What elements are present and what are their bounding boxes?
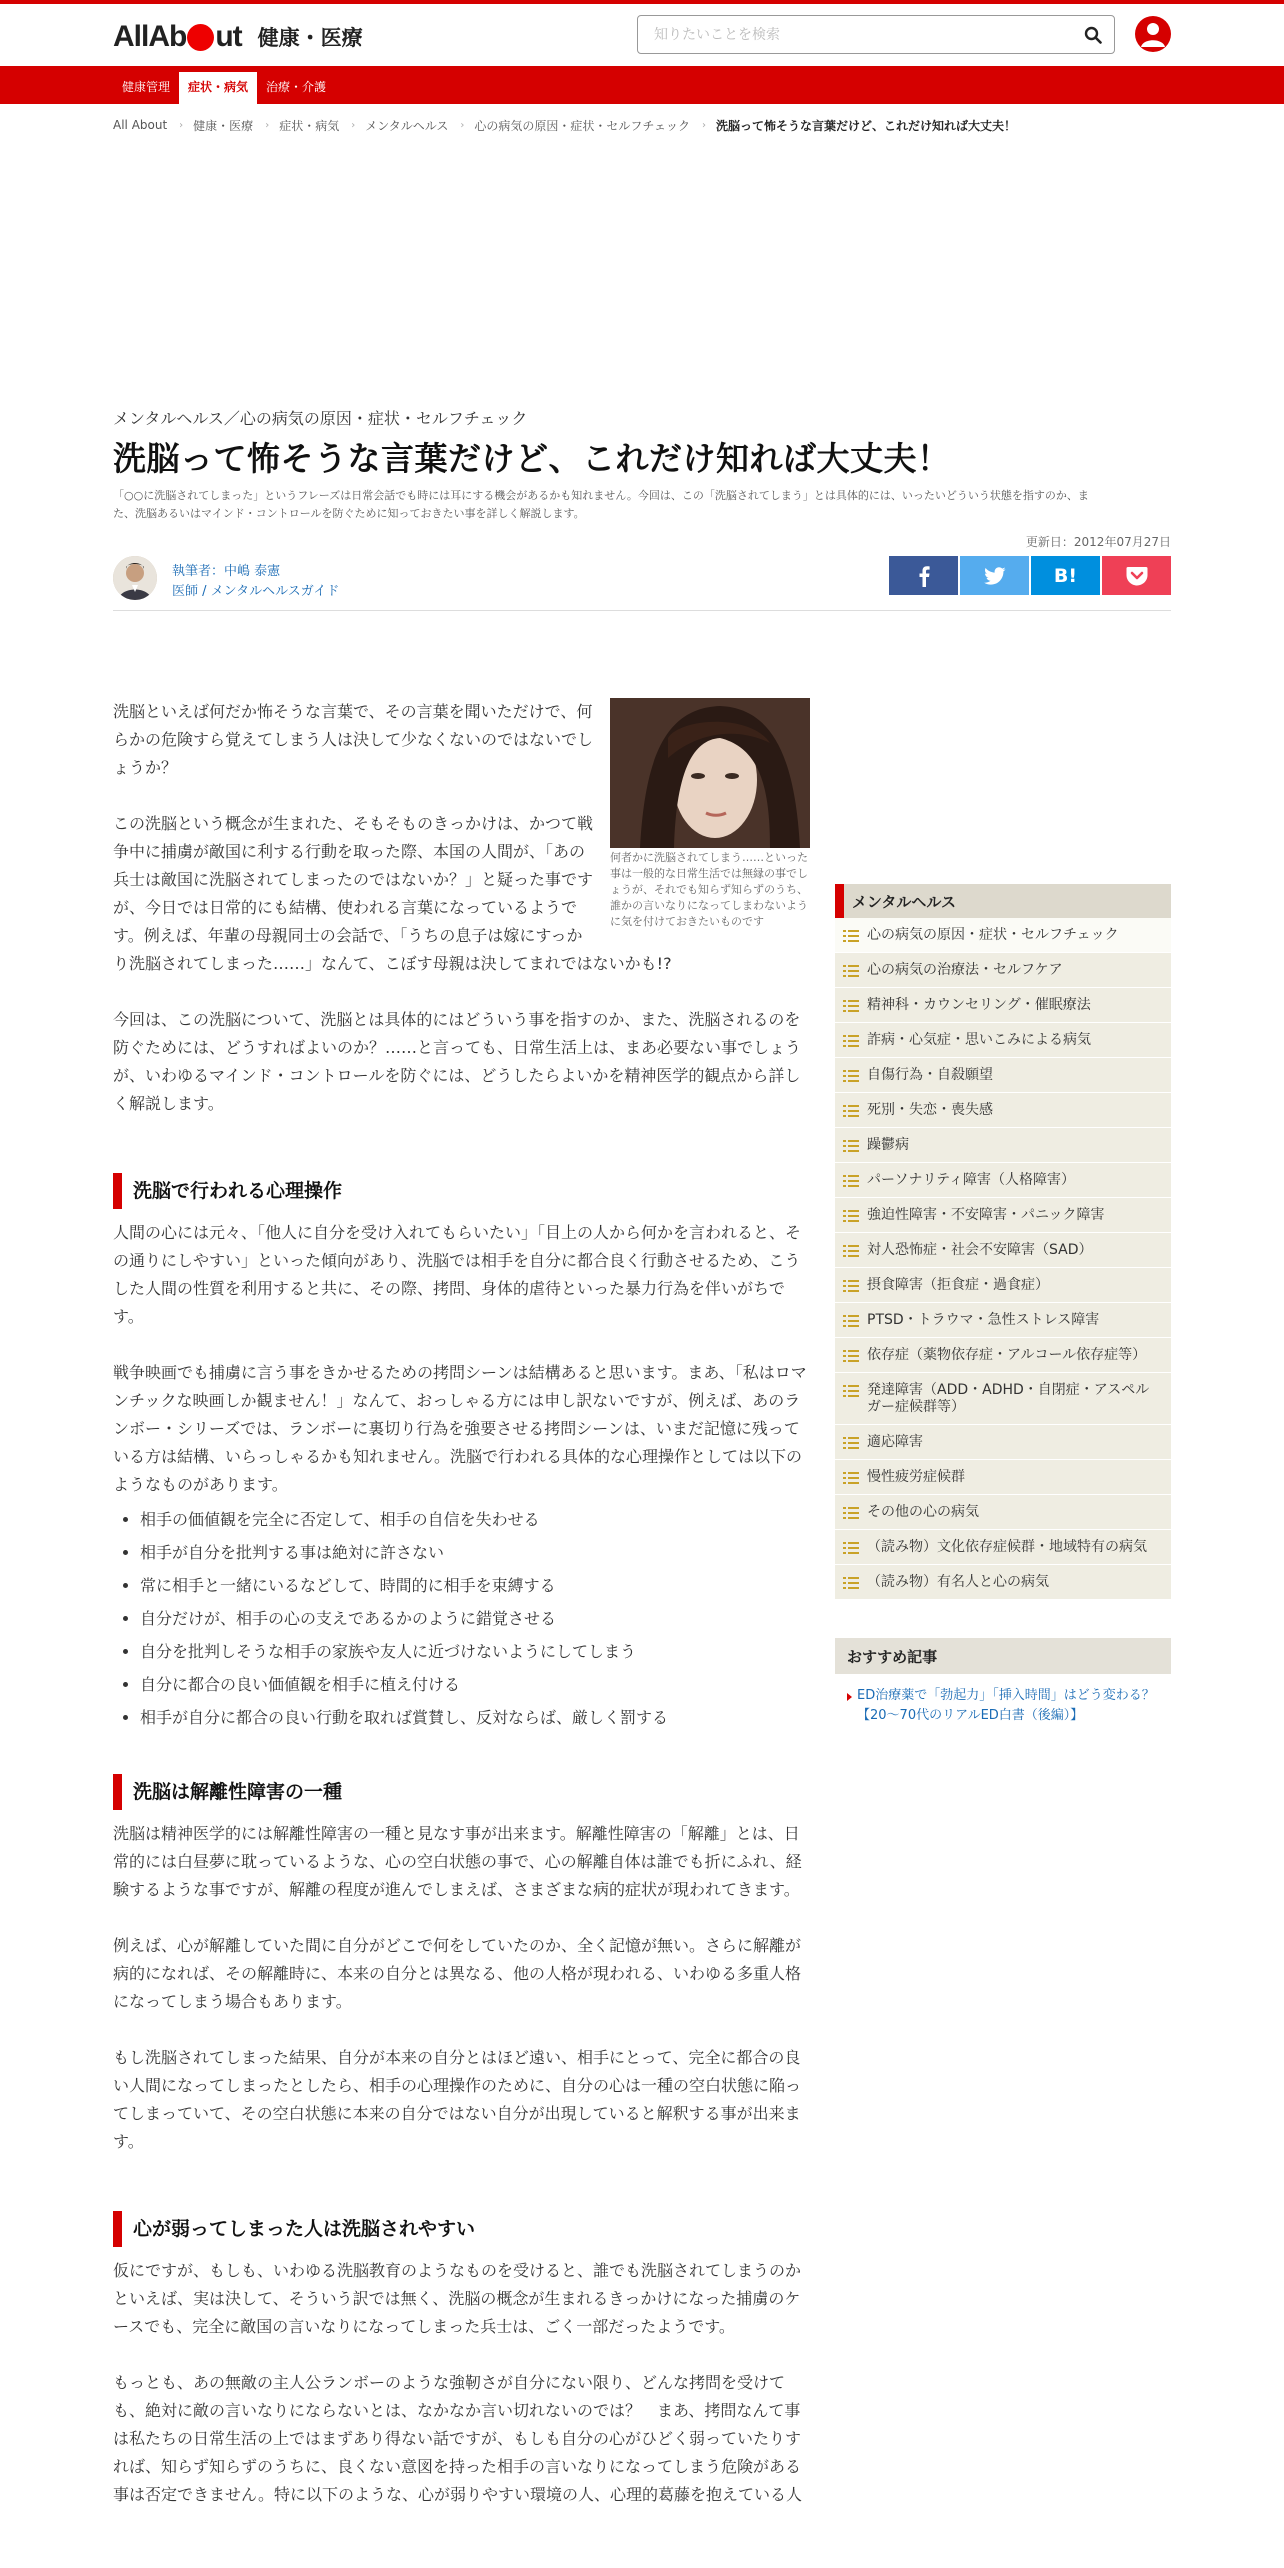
sidebar-item-label: 発達障害（ADD・ADHD・自閉症・アスペルガー症候群等） (867, 1382, 1150, 1415)
category-nav (0, 66, 1284, 104)
article-lead: 「○○に洗脳されてしまった」というフレーズは日常会話でも時には耳にする機会があるかも知れません。今回は、この「洗脳されてしまう」とは具体的には、いったいどういう状態を指すのか、ま た、洗脳あるいはマインド・コントロールを防ぐために知っておきたい事を詳しく解説します。 (113, 489, 1089, 520)
sidebar-item[interactable] (835, 1268, 1171, 1303)
list-icon (843, 1104, 859, 1118)
search-box (637, 15, 1115, 54)
sidebar-item[interactable] (835, 1128, 1171, 1163)
sidebar-item-label: 対人恐怖症・社会不安障害（SAD） (867, 1242, 1093, 1258)
sidebar-item-label: 心の病気の治療法・セルフケア (867, 962, 1063, 978)
author-row (113, 556, 1171, 608)
sidebar-item-label: 詐病・心気症・思いこみによる病気 (867, 1032, 1091, 1048)
list-icon (843, 1209, 859, 1223)
intro-paragraph: 洗脳といえば何だか怖そうな言葉で、その言葉を聞いただけで、何らかの危険すら覚えてしまう人は決して少なくないのではないでしょうか？ (113, 702, 594, 777)
section-heading: 洗脳で行われる心理操作 (113, 1173, 810, 1209)
hatena-icon: B! (1053, 564, 1078, 587)
list-icon (843, 1174, 859, 1188)
triangle-bullet-icon (847, 1693, 852, 1701)
chevron-right-icon: › (702, 119, 707, 131)
hatena-bookmark-button[interactable] (1031, 556, 1100, 595)
section-paragraph: 人間の心には元々、「他人に自分を受け入れてもらいたい」「目上の人から何かを言われると、その通りにしやすい」といった傾向があり、洗脳では相手を自分に都合良く行動させるため、こうした人間の性質を利用すると共に、その際、拷問、身体的虐待といった暴力行為を伴いがちです。 (113, 1223, 802, 1326)
sidebar-item[interactable] (835, 1233, 1171, 1268)
article-photo-image (610, 698, 810, 848)
author-avatar[interactable] (113, 556, 157, 600)
breadcrumb-item[interactable]: All About (113, 118, 168, 132)
list-item: • 自分だけが、相手の心の支えであるかのように錯覚させる (140, 1602, 810, 1635)
list-icon (843, 1576, 859, 1590)
sidebar-item[interactable] (835, 1495, 1171, 1530)
sidebar-item[interactable] (835, 1198, 1171, 1233)
site-logo[interactable] (113, 20, 363, 54)
list-icon (843, 1069, 859, 1083)
list-icon (843, 1471, 859, 1485)
sidebar-item-label: 自傷行為・自殺願望 (867, 1067, 993, 1083)
sidebar (835, 884, 1171, 1726)
pocket-save-button[interactable] (1102, 556, 1171, 595)
sidebar-item-label: 適応障害 (867, 1434, 923, 1450)
chevron-right-icon: › (265, 119, 270, 131)
list-icon (843, 1384, 859, 1398)
sidebar-item-label: 摂食障害（拒食症・過食症） (867, 1277, 1049, 1293)
list-icon (843, 1506, 859, 1520)
article-header (113, 406, 1171, 611)
breadcrumb-current: 洗脳って怖そうな言葉だけど、これだけ知れば大丈夫！ (716, 118, 1017, 133)
search-icon[interactable] (1072, 16, 1114, 53)
list-icon (843, 964, 859, 978)
sidebar-title[interactable]: メンタルヘルス (835, 884, 1171, 918)
sidebar-item[interactable] (835, 953, 1171, 988)
article-title: 洗脳って怖そうな言葉だけど、これだけ知れば大丈夫！ (113, 439, 951, 478)
updated-date: 更新日：2012年07月27日 (1025, 535, 1171, 549)
sidebar-item-label: PTSD・トラウマ・急性ストレス障害 (867, 1312, 1100, 1328)
section-paragraph: 例えば、心が解離していた間に自分がどこで何をしていたのか、全く記憶が無い。さらに解離が病的になれば、その解離時に、本来の自分とは異なる、他の人格が現われる、いわゆる多重人格になってしまう場合もあります。 (113, 1936, 802, 2011)
breadcrumb-item[interactable]: メンタルヘルス (365, 118, 449, 133)
list-icon (843, 1139, 859, 1153)
sidebar-item[interactable] (835, 1530, 1171, 1565)
recommended-article-link[interactable]: ED治療薬で「勃起力」「挿入時間」はどう変わる？【20～70代のリアルED白書（後編）】 (835, 1674, 1171, 1726)
sidebar-item-label: 強迫性障害・不安障害・パニック障害 (867, 1207, 1105, 1223)
breadcrumb-item[interactable]: 心の病気の原因・症状・セルフチェック (474, 118, 691, 133)
user-account-icon[interactable] (1135, 16, 1171, 52)
list-item: • 相手が自分に都合の良い行動を取れば賞賛し、反対ならば、厳しく罰する (140, 1701, 810, 1734)
list-item: • 自分を批判しそうな相手の家族や友人に近づけないようにしてしまう (140, 1635, 810, 1668)
nav-item-symptoms-diseases[interactable]: 症状・病気 (179, 72, 257, 104)
intro-paragraph: 今回は、この洗脳について、洗脳とは具体的にはどういう事を指すのか、また、洗脳されるのを防ぐためには、どうすればよいのか？……と言っても、日常生活上は、まあ必要ない事でしょうが、いわゆるマインド・コントロールを防ぐには、どうしたらよいかを精神医学的観点から詳しく解説します。 (113, 1010, 802, 1113)
section-paragraph: もし洗脳されてしまった結果、自分が本来の自分とはほど遠い、相手にとって、完全に都合の良い人間になってしまったとしたら、相手の心理操作のために、自分の心は一種の空白状態に陥ってしまっていて、その空白状態に本来の自分ではない自分が出現していると解釈する事が出来ます。 (113, 2048, 802, 2151)
section-heading: 洗脳は解離性障害の一種 (113, 1774, 810, 1810)
twitter-icon (984, 567, 1006, 585)
article-category-line[interactable]: メンタルヘルス／心の病気の原因・症状・セルフチェック (113, 409, 528, 428)
sidebar-item-label: 死別・失恋・喪失感 (867, 1102, 993, 1118)
list-icon (843, 929, 859, 943)
sidebar-item[interactable] (835, 1303, 1171, 1338)
section-heading: 心が弱ってしまった人は洗脳されやすい (113, 2211, 810, 2247)
list-icon (843, 1541, 859, 1555)
list-icon (843, 1314, 859, 1328)
sidebar-item[interactable] (835, 988, 1171, 1023)
recommended-title: おすすめ記事 (835, 1638, 1171, 1674)
section-paragraph: 仮にですが、もしも、いわゆる洗脳教育のようなものを受けると、誰でも洗脳されてしまうのかといえば、実は決して、そういう訳では無く、洗脳の概念が生まれるきっかけになった捕虜のケースでも、完全に敵国の言いなりになってしまった兵士は、ごく一部だったようです。 (113, 2261, 802, 2336)
facebook-share-button[interactable] (889, 556, 958, 595)
author-name-link[interactable]: 執筆者：中嶋 泰憲 (172, 564, 281, 579)
sidebar-item[interactable] (835, 1425, 1171, 1460)
section-paragraph: 戦争映画でも捕虜に言う事をきかせるための拷問シーンは結構あると思います。まあ、「私はロマンチックな映画しか観ません！」なんて、おっしゃる方には申し訳ないですが、例えば、あのランボー・シリーズでは、ランボーに裏切り行為を強要させる拷問シーンは、いまだ記憶に残っている方は結構、いらっしゃるかも知れません。洗脳で行われる具体的な心理操作としては以下のようなものがあります。 (113, 1363, 807, 1494)
sidebar-category-list (835, 918, 1171, 1600)
sidebar-item[interactable] (835, 1460, 1171, 1495)
list-item: • 常に相手と一緒にいるなどして、時間的に相手を束縛する (140, 1569, 810, 1602)
pocket-icon (1126, 566, 1148, 586)
article-photo (610, 698, 810, 930)
sidebar-item[interactable] (835, 918, 1171, 953)
author-role-link[interactable]: 医師 / メンタルヘルスガイド (172, 584, 340, 599)
section-paragraph: もっとも、あの無敵の主人公ランボーのような強靭さが自分にない限り、どんな拷問を受けても、絶対に敵の言いなりにならないとは、なかなか言い切れないのでは？ まあ、拷問なんて事は私たちの日常生活の上ではまずあり得ない話ですが、もしも自分の心がひどく弱っていたりすれば、知らず知らずのうちに、良くない意図を持った相手の言いなりになってしまう危険がある事は否定できません。特に以下のような、心が弱りやすい環境の人、心理的葛藤を抱えている人 (113, 2373, 802, 2504)
chevron-right-icon: › (179, 119, 184, 131)
site-header (113, 4, 1171, 66)
logo-circle-icon (187, 24, 214, 51)
logo-mark: All Ab ut (113, 20, 242, 53)
sidebar-item-label: 精神科・カウンセリング・催眠療法 (867, 997, 1091, 1013)
sidebar-item-label: パーソナリティ障害（人格障害） (867, 1172, 1076, 1188)
facebook-icon (918, 565, 930, 587)
breadcrumb-item[interactable]: 症状・病気 (279, 118, 340, 133)
list-item: • 自分に都合の良い価値観を相手に植え付ける (140, 1668, 810, 1701)
list-icon (843, 1349, 859, 1363)
sidebar-item[interactable] (835, 1093, 1171, 1128)
article-body (113, 698, 810, 2509)
list-item: • 相手が自分を批判する事は絶対に許さない (140, 1536, 810, 1569)
list-item: • 相手の価値観を完全に否定して、相手の自信を失わせる (140, 1503, 810, 1536)
sidebar-item-label: 躁鬱病 (867, 1137, 909, 1153)
logo-category[interactable]: 健康・医療 (257, 26, 363, 50)
section-paragraph: 洗脳は精神医学的には解離性障害の一種と見なす事が出来ます。解離性障害の「解離」とは、日常的には白昼夢に耽っているような、心の空白状態の事で、心の解離自体は誰でも折にふれ、経験するような事ですが、解離の程度が進んでしまえば、さまざまな病的症状が現われてきます。 (113, 1824, 802, 1899)
sidebar-item-label: 依存症（薬物依存症・アルコール依存症等） (867, 1347, 1147, 1363)
share-buttons (887, 556, 1171, 595)
header-divider (113, 610, 1171, 611)
chevron-right-icon: › (351, 119, 356, 131)
sidebar-item-label: 心の病気の原因・症状・セルフチェック (867, 927, 1119, 943)
sidebar-item-label: （読み物）有名人と心の病気 (867, 1574, 1049, 1590)
sidebar-item[interactable] (835, 1023, 1171, 1058)
nav-item-health-management[interactable]: 健康管理 (122, 80, 171, 94)
breadcrumb (113, 104, 1171, 146)
intro-paragraph: この洗脳という概念が生まれた、そもそものきっかけは、かつて戦争中に捕虜が敵国に利する行動を取った際、本国の人間が、「あの兵士は敵国に洗脳されてしまったのではないか？」と疑った事ですが、今日では日常的にも結構、使われる言葉になっているようです。例えば、年輩の母親同士の会話で、「うちの息子は嫁にすっかり洗脳されてしまった……」なんて、こぼす母親は決してまれではないかも!? (113, 814, 672, 973)
list-icon (843, 1034, 859, 1048)
sidebar-item-label: 慢性疲労症候群 (867, 1469, 965, 1485)
sidebar-item[interactable] (835, 1373, 1171, 1425)
list-icon (843, 999, 859, 1013)
list-icon (843, 1436, 859, 1450)
nav-item-treatment-care[interactable]: 治療・介護 (266, 80, 327, 94)
twitter-share-button[interactable] (960, 556, 1029, 595)
chevron-right-icon: › (460, 119, 465, 131)
list-icon (843, 1279, 859, 1293)
sidebar-item[interactable] (835, 1058, 1171, 1093)
photo-caption: 何者かに洗脳されてしまう……といった事は一般的な日常生活では無縁の事でしょうが、それでも知らず知らずのうち、誰かの言いなりになってしまわないように気を付けておきたいものです (610, 851, 808, 928)
list-icon (843, 1244, 859, 1258)
search-input[interactable] (638, 16, 1072, 53)
sidebar-item-label: その他の心の病気 (867, 1504, 979, 1520)
sidebar-item[interactable] (835, 1565, 1171, 1600)
sidebar-item[interactable] (835, 1338, 1171, 1373)
breadcrumb-item[interactable]: 健康・医療 (193, 118, 254, 133)
manipulation-list (113, 1503, 810, 1734)
sidebar-item-label: （読み物）文化依存症候群・地域特有の病気 (867, 1539, 1147, 1555)
sidebar-item[interactable] (835, 1163, 1171, 1198)
